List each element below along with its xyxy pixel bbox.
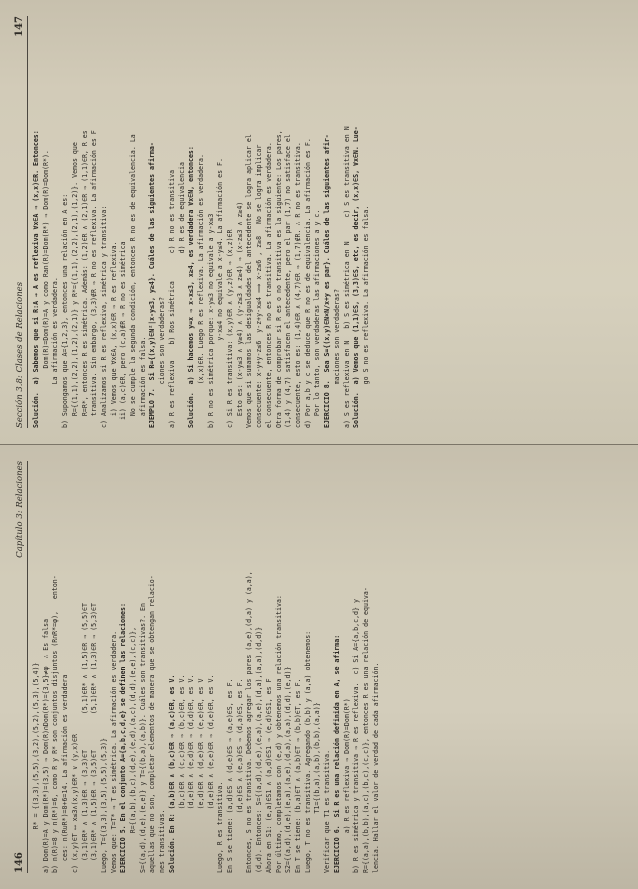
left-page-number: 146	[14, 852, 25, 873]
text-line: b) Supongamos que A={1,2,3}, entonces una relación en A es:	[61, 193, 70, 428]
text-line: b) R es simétrica y transitiva ⇒ R es reflexiva. c) Si A={a,b,c,d} y	[352, 599, 361, 873]
text-line: d) Por a,b y c se deduce que R no es de equivalencia. La afirmación es F.	[303, 138, 312, 428]
text-line: Vemos que si sumamos las desigualdades del antecedente se logra aplicar el	[245, 134, 254, 428]
right-page-header	[14, 16, 28, 428]
text-line: EJEMPLO 7. Si R={(x,y)∈N²|x-y≤3, y≥4}. Cuáles de las siguientes afirma-	[148, 142, 157, 428]
text-line: afirmación es falsa.	[138, 336, 147, 428]
text-line: i) Vemos que ∀x∈A, (x,x)∈R ⇒ R es reflexiva.	[109, 241, 118, 428]
text-line: ces: n(R∪R*)=8+6=14. La afirmación es verdadera	[61, 674, 70, 873]
text-line: b) n(R)=8 y n(R*)=6, como R y R* son conjuntos disjuntos (R∩R*=φ), enton-	[51, 575, 60, 873]
text-line: Solución. a) Vemos que (1,1)∈S, (3,3)∈S, etc, es decir, (x,x)∈S, ∀x∈N. Lue-	[352, 126, 361, 428]
left-page	[0, 445, 638, 889]
text-line: consecuente, esto es: (1,4)∈R ∧ (4,7)∈R ⇒ (1,7)∉R. ∴ R no es transitiva.	[293, 142, 302, 428]
right-page-number: 147	[14, 16, 25, 37]
text-line: R={(a,b),(b,c),(d,e),(e,d),(a,c),(d,d),(e,e),(c,c)},	[129, 626, 138, 873]
text-line: (d,e)∈R ∧ (e,d)∈R ⇒ (d,d)∈R, es V.	[187, 674, 196, 873]
text-line: (b,c)∈R ∧ (c,c)∈R ⇒ (b,c)∈R, es V.	[177, 674, 186, 873]
text-line: Solución. En R: (a,b)∈R ∧ (b,c)∈R ⇒ (a,c)∈R, es V.	[167, 674, 176, 873]
text-line: Luego, T no es transitiva. Agregando (b,b) y (a,a) obtenemos:	[303, 630, 312, 873]
text-line: En T se tiene: (b,a)∈T ∧ (a,b)∈T ⇒ (b,b)∈T, es F.	[293, 678, 302, 873]
text-line: a) S es reflexiva en N b) S es simétrica en N c) S es transitiva en N	[342, 126, 351, 428]
text-line: Entonces, S no es transitiva. Debemos agregar los pares (a,e),(d,a) y (a,a),	[245, 571, 254, 873]
right-running-head: Sección 3.8: Clases de Relaciones	[15, 281, 25, 428]
text-line: Luego, T={(3,3),(3,5),(5,5),(5,3)}	[99, 738, 108, 873]
left-page-body	[32, 461, 381, 873]
text-line: c) Analizamos si R es reflexiva, simétrica y transitiva:	[99, 205, 108, 428]
text-line: R* = {(3,3),(5,5),(3,2),(5,2),(5,3),(5,4)}	[32, 662, 40, 873]
text-line: EJERCICIO 8. Sea S={(x,y)∈N×N/x+y es par}. Cuáles de las siguientes afir-	[323, 134, 332, 428]
text-line: Solución. a) Si hacemos y=x ⇒ x-x≤3, x≥4, es verdadera ∀x∈N, entonces:	[187, 146, 196, 428]
text-line: T1={(b,a),(a,b),(b,b),(a,a)}	[313, 702, 322, 873]
text-line: (d,e)∈R ∧ (e,e)∈R ⇒ (d,e)∈R, es V.	[206, 674, 215, 873]
text-line: La afirmación es verdadera.	[51, 277, 60, 428]
text-line: S={(a,d),(d,e),(e,e)} y T={(b,a),(a,b)}. Cuáles son transitivas?. En	[138, 603, 147, 873]
text-line: go S no es reflexiva. La afirmación es falsa.	[361, 205, 370, 428]
text-line: a) R es reflexiva b) Ros simétrica c) R no es transitiva	[167, 169, 176, 428]
text-line: No se cumple la segunda condición, entonces R no es de equivalencia. La	[129, 134, 138, 428]
text-line: consecuente: x-y+y-z≤6 y-z+y-x≤4 ⟹ x-z≤6 , z≥8 No se logra implicar	[255, 144, 264, 428]
text-line: Dom(R)=Dom(R)=A y como Ran(R)=Dom(R*) ⇒ Dom(R)=Dom(R*).	[41, 150, 50, 428]
text-line: Luego, R es transitiva.	[216, 781, 225, 873]
text-line: Por último, completamos con (e,d) y obtenemos una relación transitiva:	[274, 595, 283, 873]
text-line: el consecuente, entonces R no es transitiva. La afirmación es verdadera.	[264, 142, 273, 428]
right-page	[0, 0, 638, 444]
text-line: (d,d). Entonces: S={(a,d),(d,e),(e,a),(a,e),(d,a),(a,a),(d,d)}	[255, 626, 264, 873]
text-line: maciones son verdaderas?	[332, 289, 341, 428]
text-line: Solución. a) Sabemos que si R:A → A es reflexiva ∀x∈A ⇒ (x,x)∈R. Entonces:	[32, 130, 40, 428]
text-line: ii) (a,c)∈R, pero (c,a)∉R ⇒ R no es simétrica	[119, 241, 128, 428]
text-line: R=R*, entonces R es simétrica. Además: (1,2)∈R ∧ (2,1)∈R ⇒ (1,1)∈R, R es	[80, 130, 89, 428]
right-page-body	[32, 16, 372, 428]
left-page-header	[14, 461, 28, 873]
text-line: transitiva. Sin embargo, (3,3)∉R ⇒ R no es reflexiva. La afirmación es F	[90, 130, 99, 428]
text-line: Por lo tanto, son verdaderas las afirmaciones a y c.	[313, 209, 322, 428]
text-line: d) R es de equivalencia	[177, 162, 186, 428]
text-line: R={(1,1),(2,2),(1,2),(2,1)} y R*={(1,1),(2,2),(2,1),(1,2)}. Vemos que	[70, 142, 79, 428]
text-line: (d,e)∈S ∧ (e,a)∈S ⇒ (d,a)∈S, es F.	[235, 678, 244, 873]
text-line: y-x≤4 no equivale a x-y≤4. La afirmación es F.	[216, 158, 225, 428]
text-line: Verificar que T1 es transitiva.	[323, 749, 332, 873]
text-line: aquellas que no son, completar elementos de manera que se obtengan relacio-	[148, 575, 157, 873]
text-line: EJERCICIO 6. Si R es una relación definida en A, se afirma:	[332, 634, 341, 873]
text-line: c) (x,y)∈T ⟷ x≤3∧(x,y)∈R* ∨ (y,x)∈R	[70, 734, 79, 873]
text-line: (1,4) y (4,7) satisfacen el antecedente, pero el par (1,7) no satisface el	[284, 134, 293, 428]
text-line: S2={(a,d),(d,e),(e,a),(a,e),(d,a),(a,a),(d,d),(e,d)}	[284, 666, 293, 873]
text-line: Ahora en S1: (e,a)∈S1 ∧ (a,d)∈S1 ⇒ (e,d)∈S1, es F	[264, 678, 273, 873]
text-line: b) R no es simétrica porque: x-y≤3 no equivale a y-x≤3	[206, 213, 215, 428]
text-line: (3,1)∈R* ∧ (1,3)∈R ⇒ (3,3)∈T (5,1)∈R* ∧ (1,5)∈R ⇒ (5,5)∈T	[80, 603, 89, 873]
text-line: EJERCICIO 5. En el conjunto A={a,b,c,d,e} se definen las relaciones:	[119, 603, 128, 873]
text-line: (x,x)∈R. Luego R es reflexiva. La afirmación es verdadera.	[196, 154, 205, 428]
text-line: a) Dom(R)=A y Dom(R*)=(3,5) ⇒ Dom(R)∩Dom(R*)={3,5}≠φ ∴ Es falsa	[41, 618, 50, 873]
text-line: Vemos que: T=T* ⇒ T es simétrica. La afirmación es verdadera.	[109, 630, 118, 873]
text-line: lencia. Hallar el valor de verdad de cada afirmación.	[371, 662, 380, 873]
text-line: (3,1)∈R* ∧ (1,5)∈R ⇒ (3,5)∈T (5,1)∈R* ∧ (1,3)∈R ⇒ (5,3)∈T	[90, 603, 99, 873]
left-running-head: Capítulo 3: Relaciones	[15, 461, 25, 558]
text-line: Otra forma de comprobar si R es o no transitiva es la siguiente: Los pares,	[274, 130, 283, 428]
text-line: nes transitivas.	[158, 809, 167, 873]
text-line: a) R es reflexiva ⇒ Dom(R)=Dom(R*)	[342, 698, 351, 873]
text-line: Esto es: (x-y≤3 ∧ y≥4) ∧ (y-z≤3 ∧ z≥4) ⇒ (x-z≤3 ∧ z≥4)	[235, 201, 244, 428]
text-line: R={(a,a),(b,b),(a,c),(b,c),(c,c)}, entonces R es una relación de equiva-	[361, 587, 370, 873]
text-line: (e,d)∈R ∧ (d,e)∈R ⇒ (e,e)∈R, es V	[196, 678, 205, 873]
text-line: En S se tiene: (a,d)∈S ∧ (d,e)∈S ⇒ (a,e)∈S, es F.	[226, 678, 235, 873]
text-line: c) Si R es transitiva: (x,y)∈R ∧ (y,z)∈R ⇒ (x,z)∈R	[226, 229, 235, 428]
text-line: ciones son verdaderas?	[158, 296, 167, 428]
